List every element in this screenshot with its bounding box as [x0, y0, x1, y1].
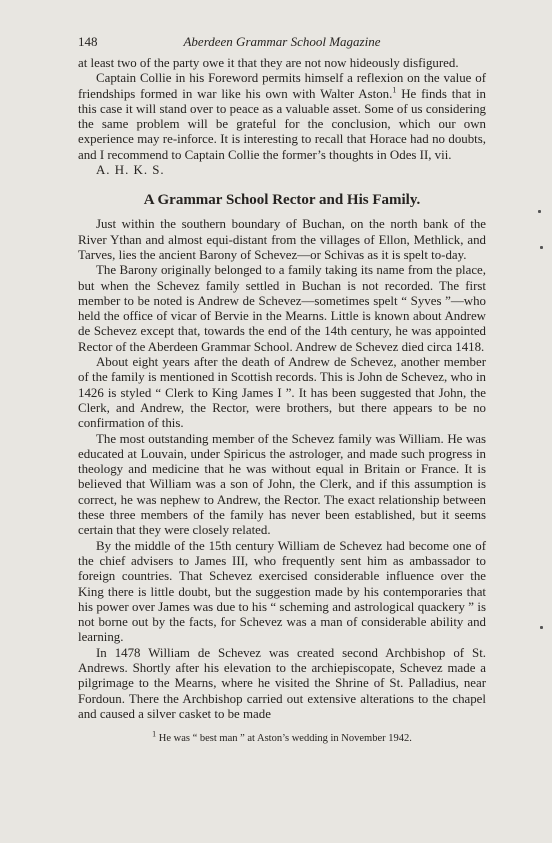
review-paragraph: at least two of the party owe it that they are not now hideously disfigured.	[78, 56, 459, 70]
article-paragraph: By the middle of the 15th century William de Schevez had become one of the chief advisers to James III, who frequently sent him as ambassador to foreign countries. That Schevez exercised considerable influence over the King there is little doubt, but the suggestion made by his contemporaries that his power over James was due to his “ scheming and astrological quackery ” is not borne out by the facts, for Schevez was a man of considerable ability and learning.	[78, 538, 486, 645]
review-paragraph: Captain Collie in his Foreword permits himself a reflexion on the value of friendships formed in war like his own with Walter Aston.$^1$ He finds that in this case it will stand over to peace as a valuable asset. Some of us considering the same problem will be grateful for the conclusion, which our own experience may re-inforce. It is interesting to recall that Horace had no doubts, and I recommend to Captain Collie the former’s thoughts in Odes II, vii.	[78, 71, 486, 162]
margin-speck	[540, 246, 543, 249]
page-header	[78, 34, 486, 56]
footnote-marker: 1	[152, 729, 157, 739]
footnote-text: He was “ best man ” at Aston’s wedding in November 1942.	[156, 733, 412, 745]
article-paragraph: Just within the southern boundary of Buchan, on the north bank of the River Ythan and almost equi-distant from the villages of Ellon, Methlick, and Tarves, lies the ancient Barony of Schevez—or Schivas as it is spelt to-day.	[78, 217, 486, 262]
article-paragraph: The most outstanding member of the Schevez family was William. He was educated at Louvain, under Spiricus the astrologer, and made such progress in theology and medicine that he was without equal in Britain or France. It is believed that William was a son of John, the Clerk, and if this assumption is correct, he was nephew to Andrew, the Rector. The exact relationship between these three members of the family has never been established, but it seems certain that they were closely related.	[78, 431, 486, 538]
article-paragraph: The Barony originally belonged to a family taking its name from the place, but when the Schevez family settled in Buchan is not recorded. The first member to be noted is Andrew de Schevez—sometimes spelt “ Syves ”—who held the office of vicar of Bervie in the Mearns. Little is known about Andrew de Schevez except that, towards the end of the 14th century, he was appointed Rector of the Aberdeen Grammar School. Andrew de Schevez died circa 1418.	[78, 263, 486, 354]
page-number: 148	[78, 34, 98, 49]
article-title: A Grammar School Rector and His Family.	[143, 192, 421, 209]
article-body	[78, 217, 486, 722]
article-paragraph: About eight years after the death of Andrew de Schevez, another member of the family is mentioned in Scottish records. This is John de Schevez, who in 1426 is styled “ Clerk to King James I ”. It has been suggested that John, the Clerk, and Andrew, the Rector, were brothers, but there appears to be no confirmation of this.	[78, 355, 486, 431]
margin-speck	[538, 210, 541, 213]
margin-speck	[540, 626, 543, 629]
footnote	[78, 729, 486, 745]
review-ending	[78, 56, 486, 178]
running-title: Aberdeen Grammar School Magazine	[183, 34, 381, 49]
review-signature: A. H. K. S.	[96, 163, 165, 178]
footnote-reference: 1	[392, 85, 397, 95]
article-paragraph: In 1478 William de Schevez was created second Archbishop of St. Andrews. Shortly after his elevation to the archiepiscopate, Schevez made a pilgrimage to the Mearns, where he visited the Shrine of St. Palladius, near Fordoun. There the Archbishop carried out extensive alterations to the chapel and caused a silver casket to be made	[78, 645, 486, 721]
